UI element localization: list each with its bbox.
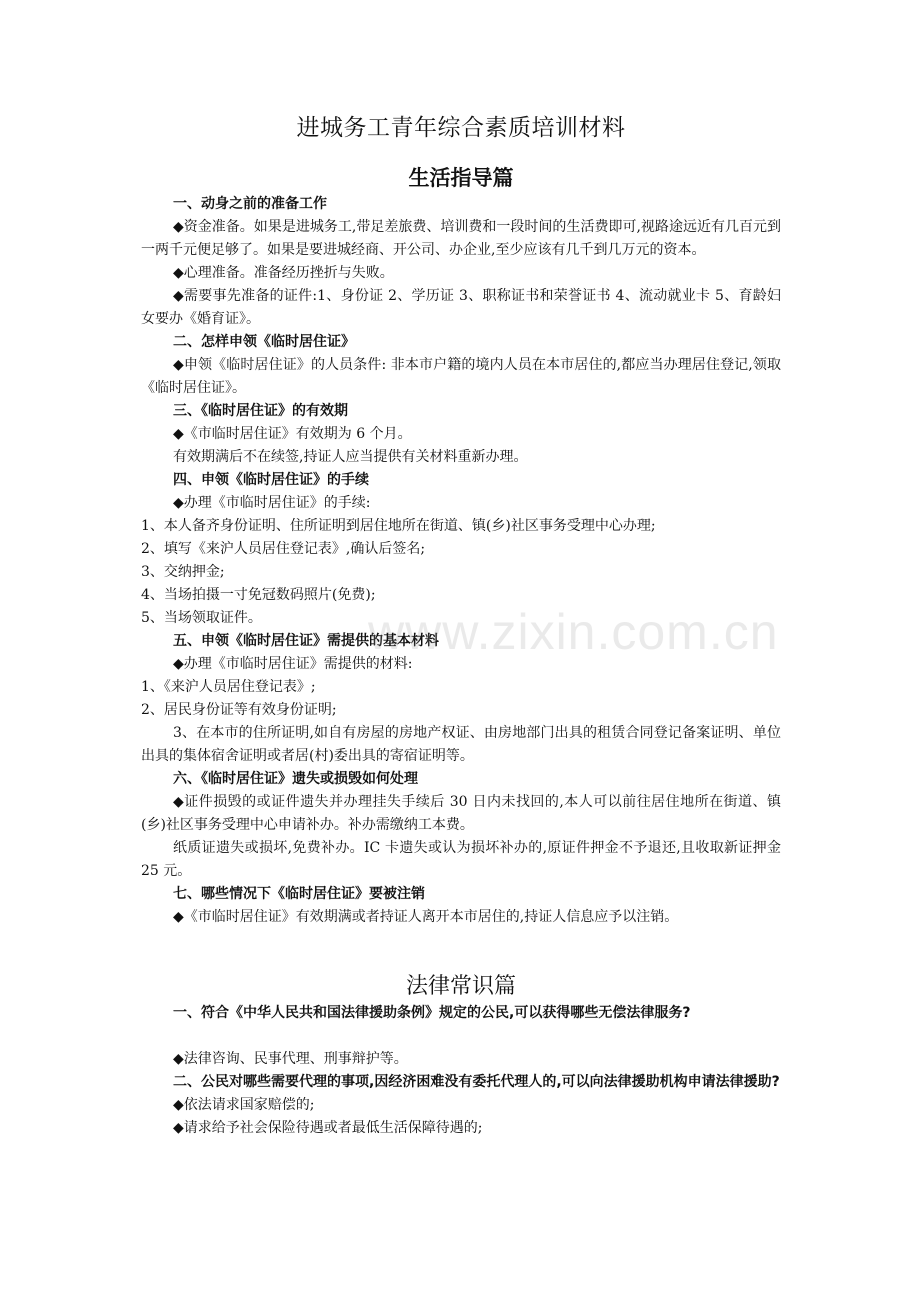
watermark: www.zixin.com.cn — [368, 604, 779, 660]
paragraph-replacement: ◆证件损毁的或证件遗失并办理挂失手续后 30 日内未找回的,本人可以前往居住地所在街道、镇(乡)社区事务受理中心申请补办。补办需缴纳工本费。 — [141, 794, 781, 833]
heading-cancellation: 七、哪些情况下《临时居住证》要被注销 — [173, 886, 425, 902]
list-item-material-1: 1、《来沪人员居住登记表》; — [141, 679, 316, 695]
section-title-legal-knowledge: 法律常识篇 — [405, 974, 516, 999]
paragraph-renewal: 有效期满后不在续签,持证人应当提供有关材料重新办理。 — [173, 449, 528, 465]
list-item-step-1: 1、本人备齐身份证明、住所证明到居住地所在街道、镇(乡)社区事务受理中心办理; — [141, 518, 656, 534]
heading-free-legal-services: 一、符合《中华人民共和国法律援助条例》规定的公民,可以获得哪些无偿法律服务? — [173, 1005, 691, 1021]
list-item-material-3: 3、在本市的住所证明,如自有房屋的房地产权证、由房地部门出具的租赁合同登记备案证明、单位出具的集体宿舍证明或者居(村)委出具的寄宿证明等。 — [141, 725, 781, 764]
heading-validity: 三、《临时居住证》的有效期 — [173, 403, 348, 419]
list-item-step-4: 4、当场拍摄一寸免冠数码照片(免费); — [141, 587, 376, 603]
paragraph-cancellation: ◆《市临时居住证》有效期满或者持证人离开本市居住的,持证人信息应予以注销。 — [173, 909, 679, 925]
paragraph-materials-intro: ◆办理《市临时居住证》需提供的材料: — [173, 656, 413, 672]
section-life-guidance — [141, 193, 781, 929]
paragraph-procedures-intro: ◆办理《市临时居住证》的手续: — [173, 495, 371, 511]
list-item-step-2: 2、填写《来沪人员居住登记表》,确认后签名; — [141, 541, 426, 557]
paragraph-funds: ◆资金准备。如果是进城务工,带足差旅费、培训费和一段时间的生活费即可,视路途远近有几百元到一两千元便足够了。如果是要进城经商、开公司、办企业,至少应该有几千到几万元的资本。 — [141, 219, 781, 258]
paragraph-eligibility: ◆申领《临时居住证》的人员条件: 非本市户籍的境内人员在本市居住的,都应当办理居住登记,领取《临时居住证》。 — [141, 357, 781, 396]
list-item-state-compensation: ◆依法请求国家赔偿的; — [173, 1097, 315, 1113]
list-item-social-insurance: ◆请求给予社会保险待遇或者最低生活保障待遇的; — [173, 1120, 483, 1136]
heading-how-to-apply: 二、怎样申领《临时居住证》 — [173, 334, 355, 350]
heading-materials: 五、申领《临时居住证》需提供的基本材料 — [173, 633, 439, 649]
list-item-step-3: 3、交纳押金; — [141, 564, 225, 580]
document-title: 进城务工青年综合素质培训材料 — [296, 115, 626, 141]
paragraph-validity: ◆《市临时居住证》有效期为 6 个月。 — [173, 426, 412, 442]
paragraph-mental: ◆心理准备。准备经历挫折与失败。 — [173, 265, 394, 281]
section-title-life-guidance: 生活指导篇 — [408, 165, 514, 190]
list-item-step-5: 5、当场领取证件。 — [141, 610, 262, 626]
heading-preparation: 一、动身之前的准备工作 — [173, 196, 327, 212]
paragraph-paper-ic-card: 纸质证遗失或损坏,免费补办。IC 卡遗失或认为损坏补办的,原证件押金不予退还,且收取新证押金 25 元。 — [141, 840, 781, 879]
paragraph-documents: ◆需要事先准备的证件:1、身份证 2、学历证 3、职称证书和荣誉证书 4、流动就业卡 5、育龄妇女要办《婚育证》。 — [141, 288, 781, 327]
document-page — [141, 108, 781, 1140]
paragraph-legal-services: ◆法律咨询、民事代理、刑事辩护等。 — [173, 1051, 408, 1067]
heading-procedures: 四、申领《临时居住证》的手续 — [173, 472, 369, 488]
heading-loss-damage: 六、《临时居住证》遗失或损毁如何处理 — [173, 771, 418, 787]
section-legal-knowledge — [141, 1002, 781, 1140]
heading-legal-aid-matters: 二、公民对哪些需要代理的事项,因经济困难没有委托代理人的,可以向法律援助机构申请法律援助? — [173, 1074, 780, 1090]
list-item-material-2: 2、居民身份证等有效身份证明; — [141, 702, 337, 718]
